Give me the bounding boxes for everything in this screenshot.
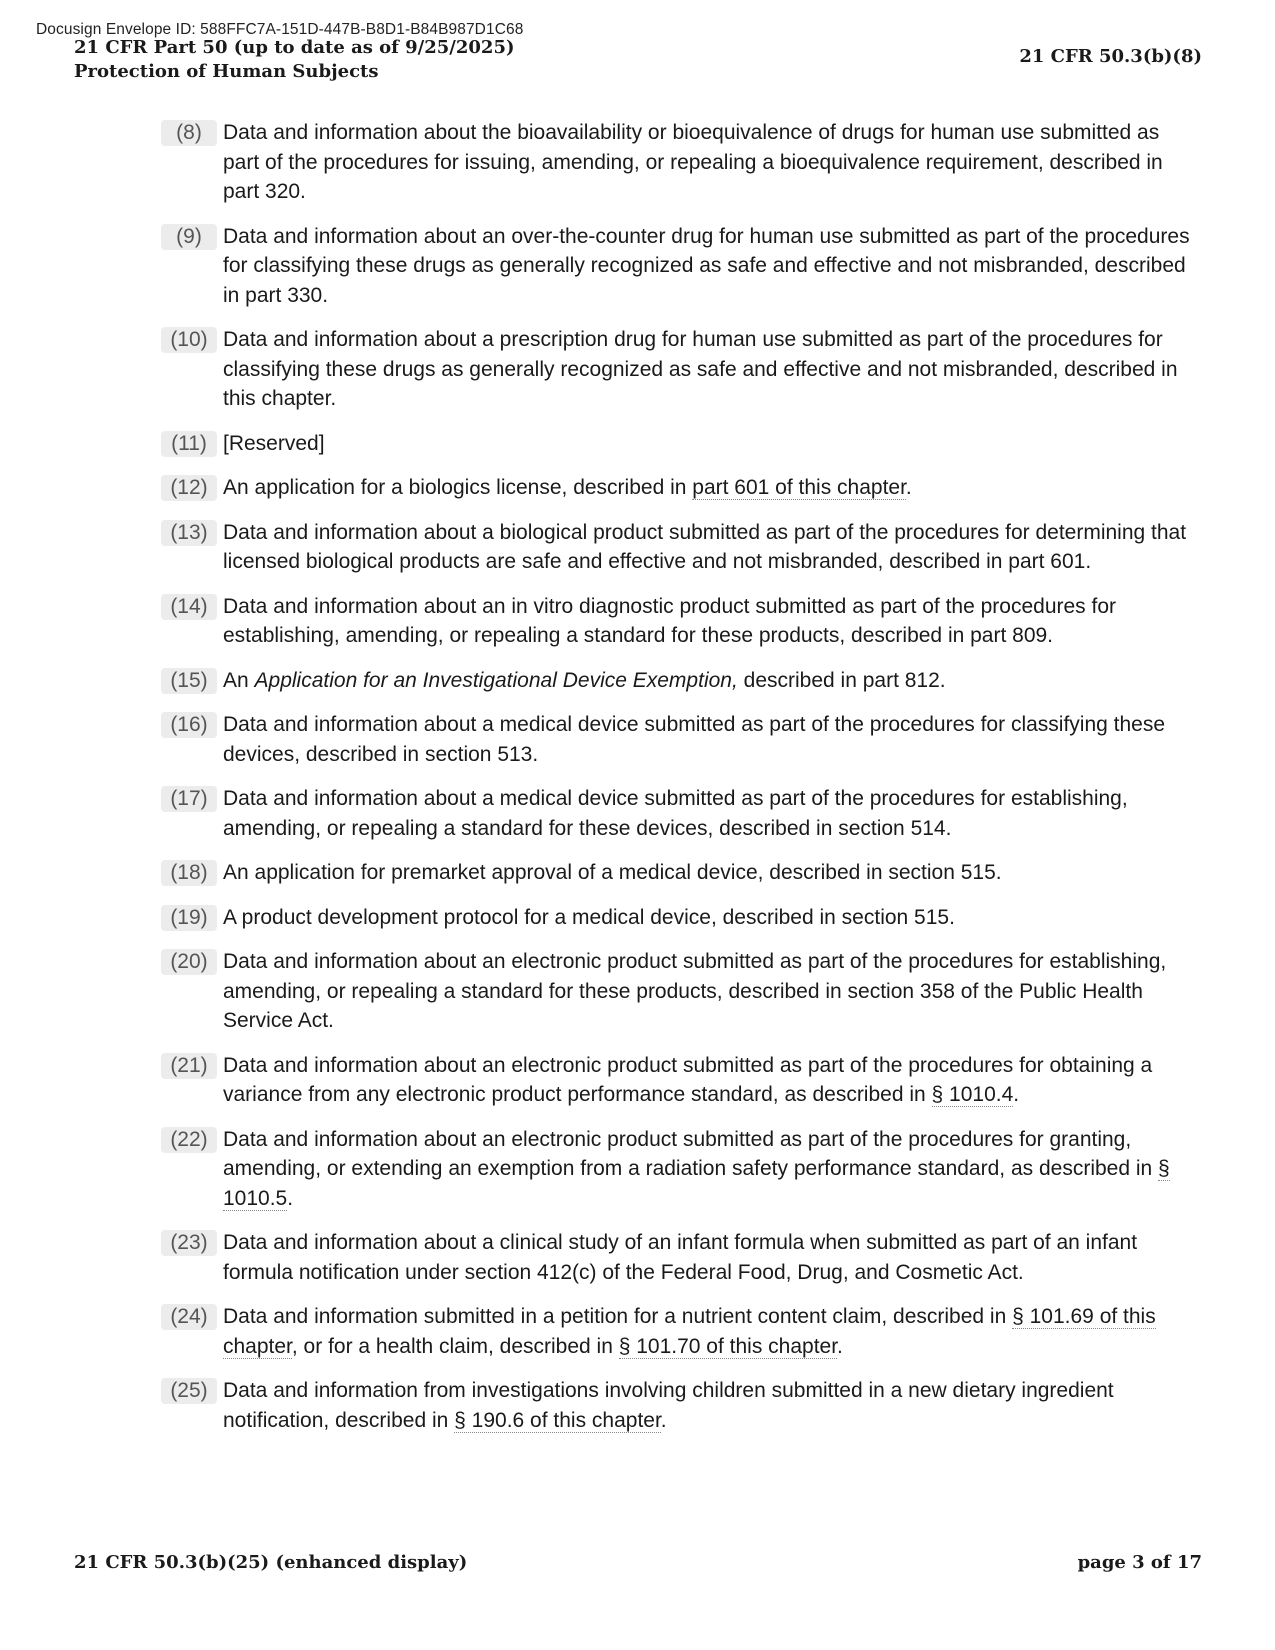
paragraph-text: Data and information about a medical device submitted as part of the procedures for classifying these devices, described in section 513.: [223, 713, 1166, 766]
paragraph-text: Data and information about a clinical study of an infant formula when submitted as part of an infant formula notification under section 412(c) of the Federal Food, Drug, and Cosmetic Act.: [223, 1231, 1138, 1284]
paragraph-text: Data and information about the bioavailability or bioequivalence of drugs for human use submitted as part of the procedures for issuing, amending, or repealing a bioequivalence requirement, described in part 320.: [223, 121, 1163, 203]
paragraph-text: Data and information about an electronic product submitted as part of the procedures for granting, amending, or extending an exemption from a radiation safety performance standard, as described in § 1010.5.: [223, 1127, 1170, 1210]
paragraph-number: (15): [161, 668, 217, 694]
footer-citation: 21 CFR 50.3(b)(25) (enhanced display): [74, 1552, 468, 1573]
page-number: page 3 of 17: [1077, 1552, 1202, 1573]
paragraph-number: (20): [161, 949, 217, 975]
paragraph-item-15: [161, 666, 1211, 696]
paragraph-number: (24): [161, 1304, 217, 1330]
paragraph-text: Data and information about an in vitro diagnostic product submitted as part of the procedures for establishing, amending, or repealing a standard for these products, described in part 809.: [223, 594, 1117, 647]
paragraph-number: (23): [161, 1230, 217, 1256]
section-101-70-link[interactable]: § 101.70 of this chapter: [618, 1334, 838, 1358]
paragraph-item-22: [161, 1125, 1211, 1214]
section-190-6-link[interactable]: § 190.6 of this chapter: [454, 1408, 661, 1432]
section-1010-5-link[interactable]: § 1010.5: [223, 1157, 1170, 1210]
paragraph-item-23: [161, 1228, 1211, 1287]
paragraph-number: (19): [161, 905, 217, 931]
paragraph-text: Data and information about an electronic product submitted as part of the procedures for obtaining a variance from any electronic product performance standard, as described in § 1010.4.: [223, 1053, 1153, 1106]
paragraph-item-14: [161, 592, 1211, 651]
paragraph-item-8: [161, 118, 1211, 207]
paragraph-number: (16): [161, 712, 217, 738]
paragraph-item-13: [161, 518, 1211, 577]
paragraph-text: Data and information submitted in a petition for a nutrient content claim, described in § 101.69 of this chapter, or for a health claim, described in § 101.70 of this chapter.: [223, 1305, 1156, 1358]
paragraph-text: Data and information about an electronic product submitted as part of the procedures for establishing, amending, or repealing a standard for these products, described in section 358 of the Public Health Service Act.: [223, 950, 1167, 1032]
paragraph-number: (14): [161, 594, 217, 620]
paragraph-number: (18): [161, 860, 217, 886]
paragraph-number: (11): [161, 431, 217, 457]
paragraph-item-21: [161, 1051, 1211, 1110]
paragraph-item-19: [161, 903, 1211, 933]
paragraph-item-25: [161, 1376, 1211, 1435]
paragraph-text: An Application for an Investigational Device Exemption, described in part 812.: [223, 668, 946, 692]
paragraph-item-24: [161, 1302, 1211, 1361]
paragraph-list: [161, 118, 1211, 1450]
paragraph-number: (9): [161, 224, 217, 250]
paragraph-text: An application for premarket approval of a medical device, described in section 515.: [223, 861, 1002, 884]
header-section-ref: 21 CFR 50.3(b)(8): [1019, 46, 1202, 67]
paragraph-item-12: [161, 473, 1211, 503]
section-1010-4-link[interactable]: § 1010.4: [931, 1083, 1014, 1106]
paragraph-number: (12): [161, 475, 217, 501]
paragraph-text: Data and information about a biological product submitted as part of the procedures for determining that licensed biological products are safe and effective and not misbranded, described in part 601.: [223, 520, 1187, 573]
paragraph-number: (21): [161, 1053, 217, 1079]
paragraph-item-9: [161, 222, 1211, 311]
header-subtitle: Protection of Human Subjects: [74, 61, 379, 82]
paragraph-text: Data and information about an over-the-counter drug for human use submitted as part of the procedures for classifying these drugs as generally recognized as safe and effective and not misbranded, described in part 330.: [223, 224, 1190, 307]
paragraph-number: (10): [161, 327, 217, 353]
paragraph-number: (25): [161, 1378, 217, 1404]
paragraph-text: An application for a biologics license, described in part 601 of this chapter.: [223, 476, 912, 499]
paragraph-text: Data and information about a medical device submitted as part of the procedures for establishing, amending, or repealing a standard for these devices, described in section 514.: [223, 787, 1128, 840]
paragraph-text: Data and information from investigations involving children submitted in a new dietary ingredient notification, described in § 190.6 of this chapter.: [223, 1379, 1114, 1432]
paragraph-text: A product development protocol for a medical device, described in section 515.: [223, 905, 955, 929]
paragraph-item-17: [161, 784, 1211, 843]
paragraph-number: (13): [161, 520, 217, 546]
paragraph-item-18: [161, 858, 1211, 888]
paragraph-text: [Reserved]: [223, 431, 325, 455]
paragraph-text: Data and information about a prescription drug for human use submitted as part of the procedures for classifying these drugs as generally recognized as safe and effective and not misbranded, described in this chapter.: [223, 328, 1178, 410]
paragraph-item-10: [161, 325, 1211, 414]
section-101-69-link[interactable]: § 101.69 of this chapter: [223, 1305, 1156, 1358]
paragraph-number: (17): [161, 786, 217, 812]
part-601-link[interactable]: part 601 of this chapter: [692, 476, 906, 499]
paragraph-item-20: [161, 947, 1211, 1036]
document-header: [74, 36, 514, 84]
paragraph-number: (8): [161, 120, 217, 146]
docusign-envelope-id: Docusign Envelope ID: 588FFC7A-151D-447B-B8D1-B84B987D1C68: [36, 21, 524, 38]
paragraph-item-11: [161, 429, 1211, 459]
header-title: 21 CFR Part 50 (up to date as of 9/25/2025): [74, 37, 515, 58]
italic-title: Application for an Investigational Device Exemption,: [254, 668, 738, 692]
paragraph-number: (22): [161, 1127, 217, 1153]
paragraph-item-16: [161, 710, 1211, 769]
